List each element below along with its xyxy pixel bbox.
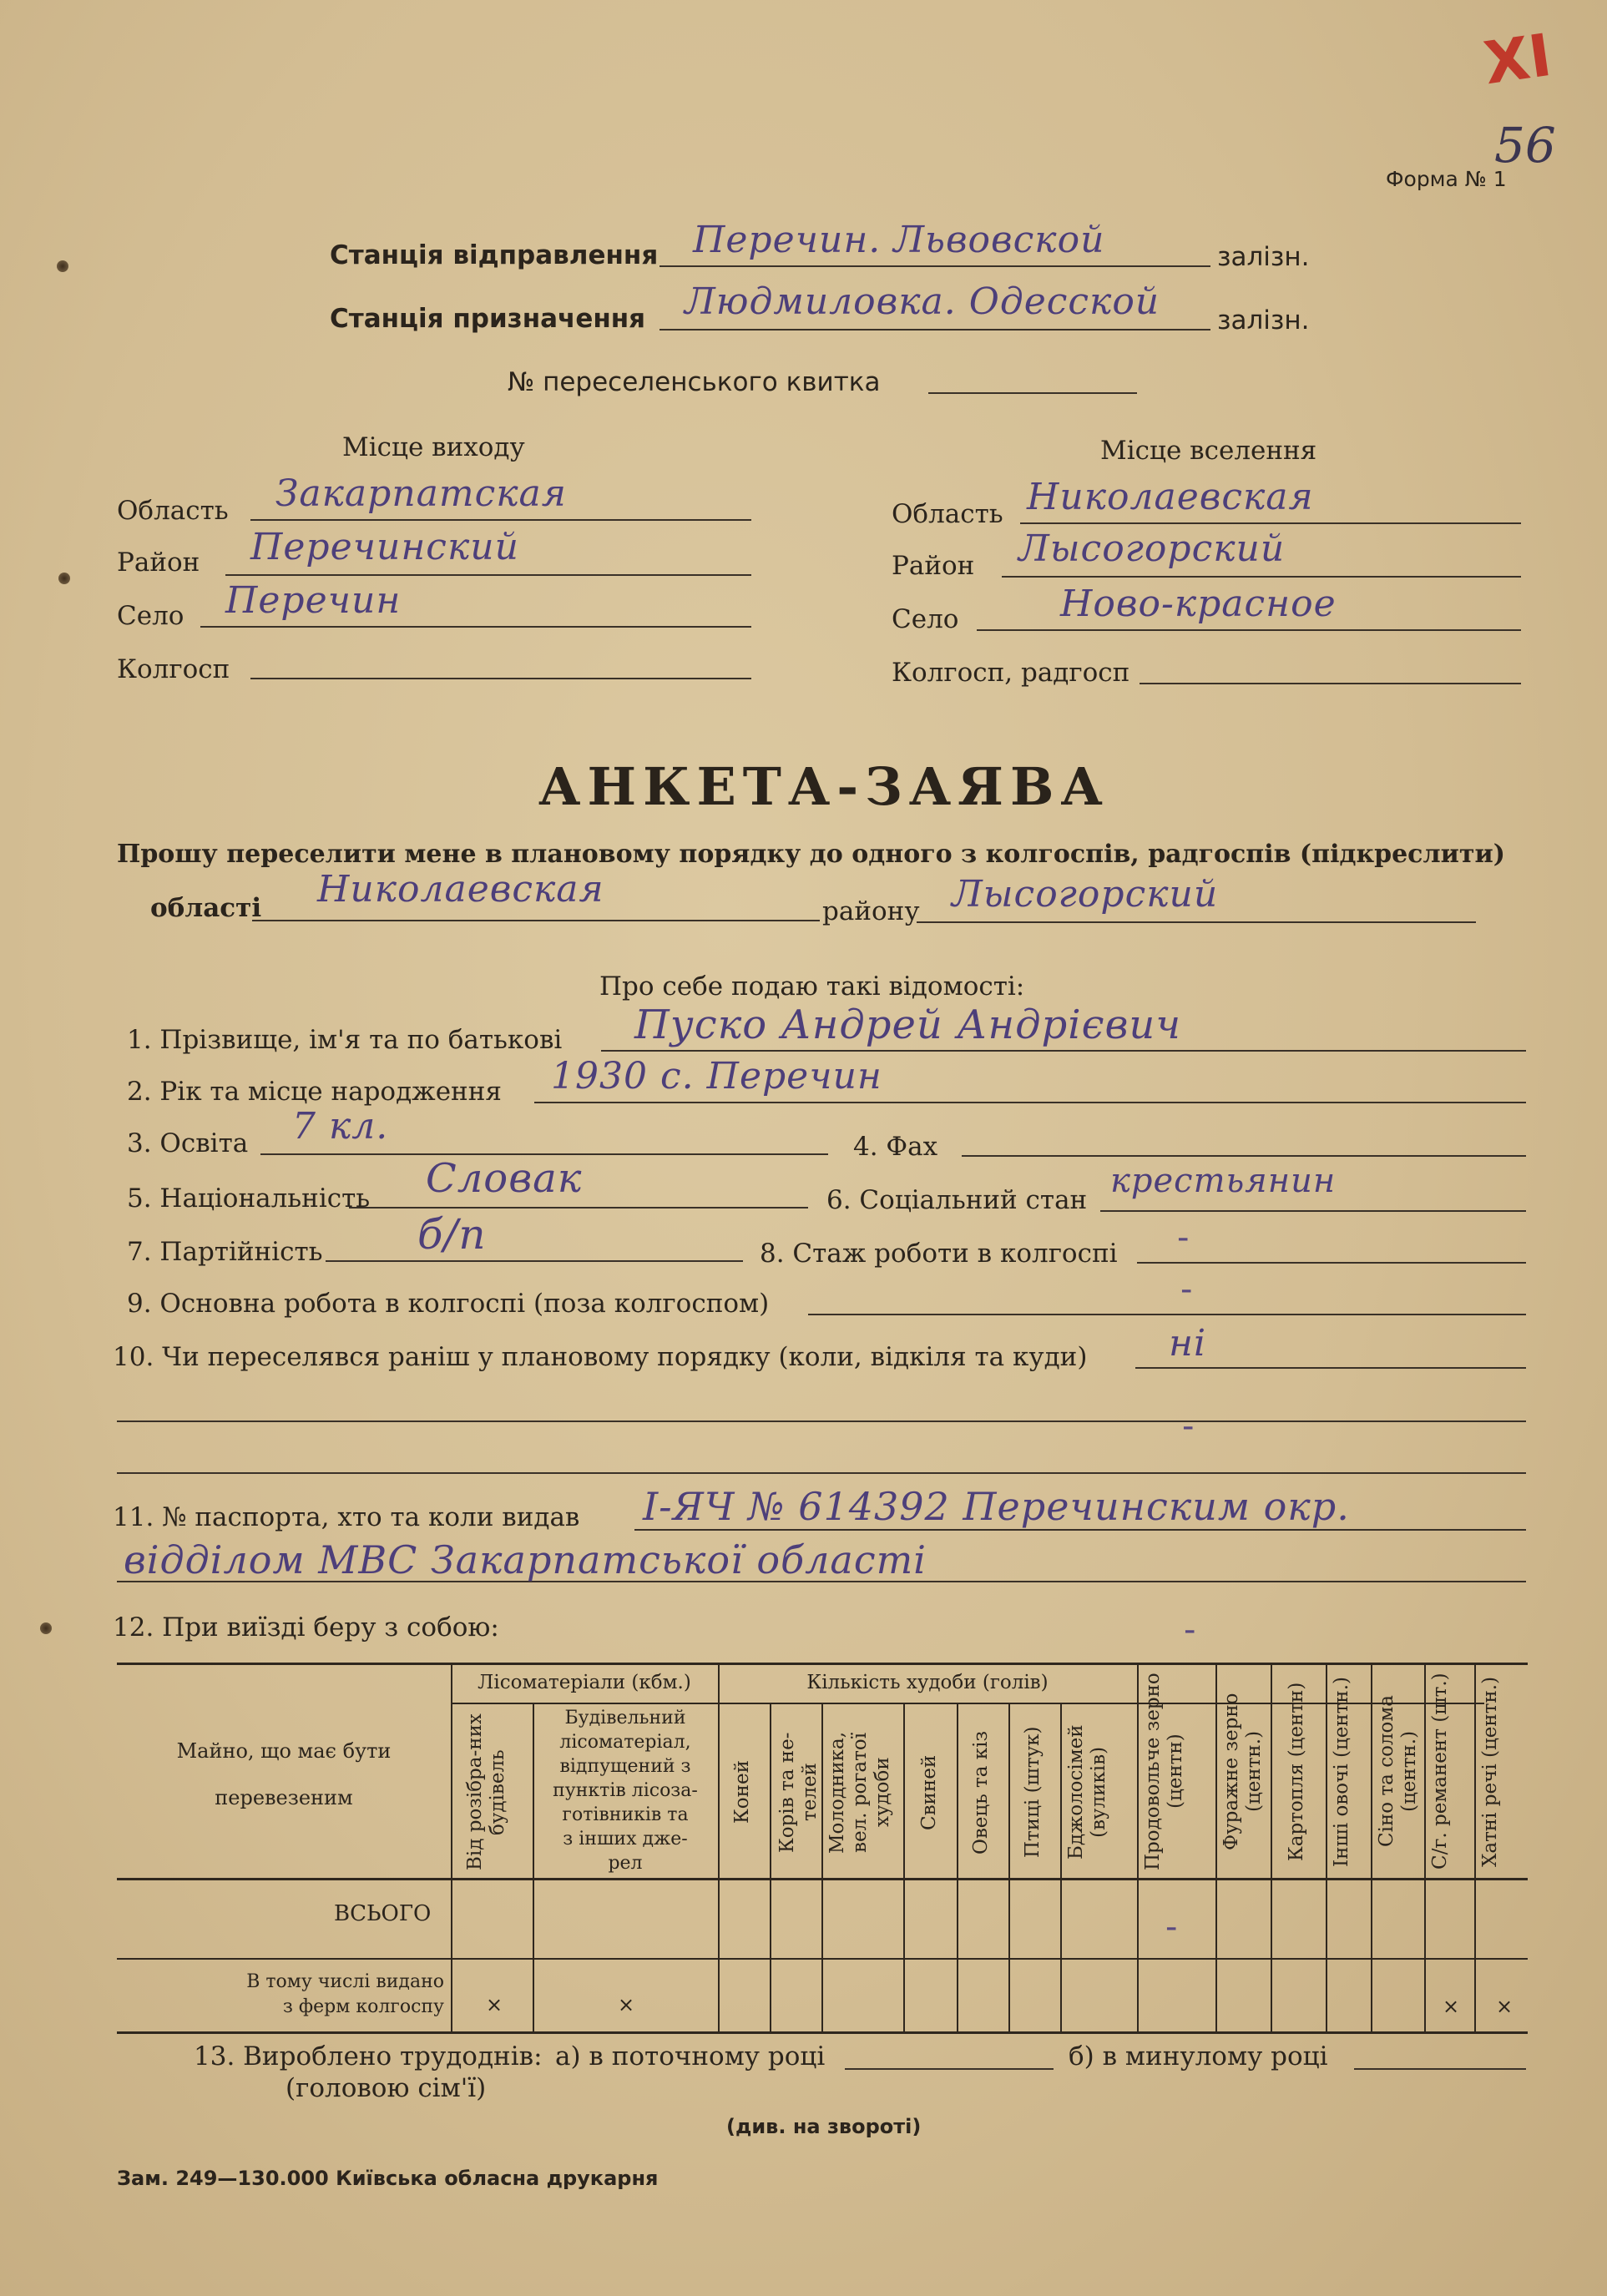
field-3-label: 3. Освіта xyxy=(127,1128,249,1158)
workdays-previous-line xyxy=(1354,2068,1526,2070)
building-lumber-line: з інших дже- xyxy=(563,1829,688,1849)
request-oblast-label: області xyxy=(150,893,262,923)
table-col-potatoes: Картопля (центн) xyxy=(1286,1682,1307,1861)
origin-oblast-label: Область xyxy=(117,496,229,526)
origin-selo-value: Перечин xyxy=(225,579,402,622)
field-1-value: Пуско Андрей Андрієвич xyxy=(634,1002,1182,1048)
red-pencil-mark: XI xyxy=(1479,20,1556,98)
table-col-line xyxy=(451,1663,452,2031)
table-col-building-lumber xyxy=(534,1706,716,1875)
ticket-line xyxy=(928,392,1137,394)
departure-rail-suffix: залізн. xyxy=(1217,242,1310,272)
field-10-line-2 xyxy=(117,1420,1526,1422)
request-raion-value: Лысогорский xyxy=(952,873,1219,916)
field-1-label: 1. Прізвище, ім'я та по батькові xyxy=(127,1025,563,1055)
workdays-sub: (головою сім'ї) xyxy=(286,2073,487,2103)
field-3-value: 7 кл. xyxy=(292,1105,389,1148)
origin-selo-label: Село xyxy=(117,601,184,631)
ticket-label: № переселенського квитка xyxy=(508,367,881,397)
issued-line: В тому числі видано xyxy=(246,1971,444,1992)
origin-raion-value: Перечинский xyxy=(250,526,519,568)
workdays-current-line xyxy=(845,2068,1054,2070)
table-col-hay: Сіно та солома (центн.) xyxy=(1376,1695,1420,1848)
table-col-birds: Птиці (штук) xyxy=(1022,1726,1044,1859)
table-col-cows: Корів та не-телей xyxy=(776,1732,821,1853)
table-group-divider xyxy=(451,1703,1484,1704)
field-7-line xyxy=(326,1260,743,1262)
ink-dash-mark: - xyxy=(1182,1407,1195,1446)
field-5-value: Словак xyxy=(426,1155,583,1202)
table-col-line xyxy=(821,1703,823,2031)
field-7-value: б/п xyxy=(417,1210,487,1259)
destination-station-label: Станція призначення xyxy=(330,304,646,334)
building-lumber-line: відпущений з xyxy=(559,1756,691,1777)
departure-station-line xyxy=(659,265,1210,267)
building-lumber-line: Будівельний xyxy=(564,1708,686,1728)
destination-header: Місце вселення xyxy=(1100,436,1317,466)
table-col-vegetables: Інші овочі (центн.) xyxy=(1331,1676,1352,1867)
ink-dash-mark: - xyxy=(1180,1270,1193,1309)
table-cross-mark: × xyxy=(618,1993,635,2016)
table-col-feed-grain: Фуражне зерно (центн.) xyxy=(1220,1693,1265,1850)
destination-kolhosp-line xyxy=(1140,683,1521,684)
field-10-value: ні xyxy=(1169,1322,1207,1365)
destination-station-value: Людмиловка. Одесской xyxy=(685,280,1160,323)
table-row-total-label: ВСЬОГО xyxy=(334,1901,432,1926)
table-col-line xyxy=(1215,1663,1217,2031)
field-10-label: 10. Чи переселявся раніш у плановому порядку (коли, відкіля та куди) xyxy=(113,1342,1088,1372)
table-col-sheep: Овець та кіз xyxy=(970,1730,992,1854)
table-top-border xyxy=(117,1663,1528,1665)
departure-station-value: Перечин. Львовской xyxy=(693,219,1105,261)
field-5-label: 5. Національність xyxy=(127,1183,371,1214)
intro-text: Про себе подаю такі відомості: xyxy=(599,971,1025,1002)
field-12-label: 12. При виїзді беру з собою: xyxy=(113,1612,499,1643)
request-oblast-value: Николаевская xyxy=(317,868,604,911)
table-col-line xyxy=(1060,1703,1062,2031)
table-col-line xyxy=(1474,1663,1476,2031)
building-lumber-line: рел xyxy=(608,1853,643,1874)
destination-rail-suffix: залізн. xyxy=(1217,305,1310,336)
field-6-line xyxy=(1100,1210,1526,1212)
table-col-line xyxy=(1424,1663,1426,2031)
ink-dash-mark: - xyxy=(1165,1908,1178,1946)
table-bottom xyxy=(117,2031,1528,2034)
table-cross-mark: × xyxy=(1443,1995,1460,2018)
request-raion-line xyxy=(917,921,1476,923)
field-5-line xyxy=(349,1207,808,1209)
table-col-line xyxy=(903,1703,905,2031)
request-raion-label: району xyxy=(822,896,920,926)
field-4-label: 4. Фах xyxy=(853,1132,938,1162)
table-col-line xyxy=(1371,1663,1372,2031)
destination-raion-line xyxy=(1002,576,1521,578)
table-col-young: Молодника, вел. рогатої худоби xyxy=(826,1731,893,1854)
destination-raion-label: Район xyxy=(892,551,975,581)
table-col-line xyxy=(1271,1663,1272,2031)
field-9-line xyxy=(808,1314,1526,1315)
punch-hole xyxy=(58,573,70,584)
issued-line: з ферм колгоспу xyxy=(282,1996,444,2017)
workdays-previous-label: б) в минулому році xyxy=(1069,2041,1328,2071)
punch-hole xyxy=(40,1622,52,1634)
destination-selo-value: Ново-красное xyxy=(1060,583,1337,625)
field-6-value: крестьянин xyxy=(1110,1162,1337,1200)
destination-kolhosp-label: Колгосп, радгосп xyxy=(892,658,1130,688)
table-col-pigs: Свиней xyxy=(918,1754,940,1830)
field-9-label: 9. Основна робота в колгоспі (поза колгоспом) xyxy=(127,1289,770,1319)
destination-raion-value: Лысогорский xyxy=(1018,527,1286,570)
origin-header: Місце виходу xyxy=(342,432,525,462)
field-2-line xyxy=(534,1102,1526,1103)
ink-dash-mark: - xyxy=(1177,1219,1190,1257)
table-main-header xyxy=(125,1728,442,1821)
destination-oblast-value: Николаевская xyxy=(1027,476,1314,518)
field-10-line-3 xyxy=(117,1472,1526,1474)
document-title: АНКЕТА-ЗАЯВА xyxy=(538,756,1109,817)
field-8-line xyxy=(1137,1262,1526,1264)
table-col-line xyxy=(718,1663,720,2031)
origin-kolhosp-line xyxy=(250,678,751,679)
table-cross-mark: × xyxy=(486,1993,503,2016)
destination-oblast-line xyxy=(1020,522,1521,524)
request-oblast-line xyxy=(252,920,820,921)
field-2-label: 2. Рік та місце народження xyxy=(127,1077,502,1107)
origin-raion-line xyxy=(225,574,751,576)
table-row-issued-label xyxy=(125,1970,444,2020)
table-col-demolished: Від розібра-них будівель xyxy=(464,1713,508,1871)
origin-oblast-value: Закарпатская xyxy=(275,472,567,515)
table-col-bees: Бджолосімей (вуликів) xyxy=(1065,1724,1109,1860)
table-col-line xyxy=(770,1703,771,2031)
field-8-label: 8. Стаж роботи в колгоспі xyxy=(760,1239,1118,1269)
field-7-label: 7. Партійність xyxy=(127,1237,323,1267)
table-col-household: Хатні речі (центн.) xyxy=(1479,1676,1501,1867)
table-group-lumber: Лісоматеріали (кбм.) xyxy=(478,1672,691,1693)
origin-selo-line xyxy=(200,626,751,628)
sheet-number: 56 xyxy=(1494,117,1556,174)
form-label: Форма № 1 xyxy=(1386,167,1507,191)
table-col-line xyxy=(1326,1663,1327,2031)
see-reverse-note: (див. на звороті) xyxy=(726,2115,922,2138)
table-group-cattle: Кількість худоби (голів) xyxy=(806,1672,1049,1693)
destination-oblast-label: Область xyxy=(892,499,1003,529)
field-10-line xyxy=(1135,1367,1526,1369)
table-cross-mark: × xyxy=(1496,1995,1514,2018)
field-4-line xyxy=(962,1155,1526,1157)
building-lumber-line: готівників та xyxy=(562,1804,689,1825)
departure-station-label: Станція відправлення xyxy=(330,240,659,270)
field-2-value: 1930 с. Перечин xyxy=(551,1055,882,1098)
building-lumber-line: лісоматеріал, xyxy=(559,1732,691,1753)
ink-dash-mark: - xyxy=(1184,1611,1196,1649)
table-col-horses: Коней xyxy=(731,1760,753,1824)
destination-selo-label: Село xyxy=(892,604,959,634)
table-col-line xyxy=(1008,1703,1010,2031)
building-lumber-line: пунктів лісоза- xyxy=(553,1780,698,1801)
field-11-label: 11. № паспорта, хто та коли видав xyxy=(113,1502,580,1532)
field-11-line xyxy=(634,1529,1526,1531)
destination-selo-line xyxy=(977,629,1521,631)
field-6-label: 6. Соціальний стан xyxy=(826,1185,1088,1215)
field-11-value-line-2: відділом МВС Закарпатської області xyxy=(124,1537,927,1582)
printer-footer: Зам. 249—130.000 Київська обласна друкарня xyxy=(117,2167,659,2190)
punch-hole xyxy=(57,260,68,272)
table-col-food-grain: Продовольче зерно (центн) xyxy=(1142,1673,1186,1870)
destination-station-line xyxy=(659,329,1210,331)
workdays-label: 13. Вироблено трудоднів: xyxy=(194,2041,543,2071)
table-main-header-line-1: Майно, що має бути xyxy=(176,1739,392,1763)
field-11-value-line-1: I-ЯЧ № 614392 Перечинским окр. xyxy=(643,1484,1350,1529)
origin-kolhosp-label: Колгосп xyxy=(117,654,230,684)
workdays-current-label: а) в поточному році xyxy=(555,2041,826,2071)
table-col-line xyxy=(957,1703,958,2031)
origin-raion-label: Район xyxy=(117,548,200,578)
origin-oblast-line xyxy=(250,519,751,521)
table-col-equipment: С/г. реманент (шт.) xyxy=(1429,1673,1451,1870)
field-1-line xyxy=(601,1050,1526,1052)
table-col-line xyxy=(1137,1663,1139,2031)
request-text: Прошу переселити мене в плановому порядку до одного з колгоспів, радгоспів (підкреслити) xyxy=(117,840,1505,869)
table-main-header-line-2: перевезеним xyxy=(215,1786,353,1809)
